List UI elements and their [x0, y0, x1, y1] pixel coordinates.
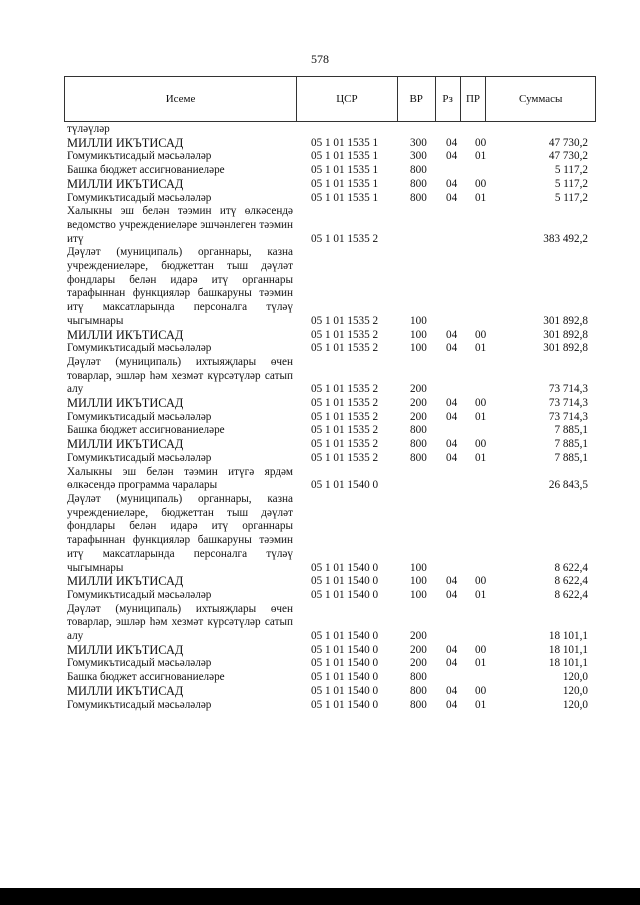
row-rz: 04: [446, 438, 458, 451]
row-sum: 120,0: [562, 698, 588, 711]
row-name: Башка бюджет ассигнованиеләре: [67, 424, 225, 437]
row-csr: 05 1 01 1535 2: [311, 328, 379, 341]
table-row: [0, 657, 640, 671]
table-row: [0, 342, 640, 356]
table-row: [0, 411, 640, 425]
row-name: Дәүләт (муниципаль) ихтыяҗлары өчен товарлар, эшләр һәм хезмәт күрсәтүләр сатып алу: [67, 355, 293, 396]
row-sum: 301 892,8: [543, 314, 588, 327]
row-vr: 100: [410, 314, 427, 327]
row-rz: 04: [446, 136, 458, 149]
row-name: Гомумикътисадый мәсьәләләр: [67, 698, 212, 711]
row-csr: 05 1 01 1540 0: [311, 657, 379, 670]
table-row: [0, 699, 640, 713]
row-name: МИЛЛИ ИКЪТИСАД: [67, 327, 184, 342]
row-csr: 05 1 01 1535 1: [311, 164, 379, 177]
table-row: [0, 644, 640, 658]
row-pr: 00: [475, 177, 487, 190]
row-csr: 05 1 01 1540 0: [311, 479, 379, 492]
row-sum: 26 843,5: [548, 479, 588, 492]
row-name: Гомумикътисадый мәсьәләләр: [67, 657, 212, 670]
row-sum: 8 622,4: [554, 561, 588, 574]
row-name: Дәүләт (муниципаль) ихтыяҗлары өчен товарлар, эшләр һәм хезмәт күрсәтүләр сатып алу: [67, 602, 293, 643]
row-sum: 18 101,1: [548, 657, 588, 670]
row-csr: 05 1 01 1535 2: [311, 451, 379, 464]
row-pr: 00: [475, 438, 487, 451]
row-sum: 73 714,3: [548, 410, 588, 423]
table-row: [0, 575, 640, 589]
row-vr: 200: [410, 410, 427, 423]
row-pr: 01: [475, 588, 487, 601]
row-sum: 5 117,2: [554, 164, 588, 177]
row-rz: 04: [446, 657, 458, 670]
table-row: [0, 329, 640, 343]
table-row: [0, 164, 640, 178]
row-vr: 100: [410, 588, 427, 601]
row-name: МИЛЛИ ИКЪТИСАД: [67, 135, 184, 150]
header-sum: Суммасы: [519, 93, 563, 105]
page-number: 578: [311, 52, 329, 66]
row-pr: 01: [475, 451, 487, 464]
row-pr: 01: [475, 150, 487, 163]
row-name: Халыкны эш белән тәэмин итүгә ярдәм өлкәсендә программа чаралары: [67, 465, 293, 492]
row-sum: 7 885,1: [554, 424, 588, 437]
row-vr: 200: [410, 657, 427, 670]
row-csr: 05 1 01 1540 0: [311, 588, 379, 601]
row-csr: 05 1 01 1535 2: [311, 410, 379, 423]
row-csr: 05 1 01 1535 2: [311, 383, 379, 396]
row-pr: 00: [475, 575, 487, 588]
row-name: МИЛЛИ ИКЪТИСАД: [67, 176, 184, 191]
row-rz: 04: [446, 643, 458, 656]
row-csr: 05 1 01 1540 0: [311, 643, 379, 656]
row-name: Дәүләт (муниципаль) органнары, казна учреждениеләре, бюджеттан тыш дәүләт фондлары белән идарә итү органнары тарафыннан функцияләр башкаруны тәэмин итү максатларында персоналга түләү чыгымнары: [67, 492, 293, 574]
row-sum: 5 117,2: [554, 177, 588, 190]
row-sum: 18 101,1: [548, 643, 588, 656]
row-csr: 05 1 01 1540 0: [311, 575, 379, 588]
row-vr: 800: [410, 191, 427, 204]
row-sum: 8 622,4: [554, 575, 588, 588]
table-row: [0, 356, 640, 397]
row-csr: 05 1 01 1535 2: [311, 397, 379, 410]
row-vr: 800: [410, 684, 427, 697]
row-csr: 05 1 01 1535 2: [311, 314, 379, 327]
row-name: Гомумикътисадый мәсьәләләр: [67, 451, 212, 464]
row-vr: 800: [410, 164, 427, 177]
row-pr: 01: [475, 191, 487, 204]
row-sum: 73 714,3: [548, 383, 588, 396]
row-name: МИЛЛИ ИКЪТИСАД: [67, 683, 184, 698]
row-vr: 200: [410, 397, 427, 410]
row-sum: 47 730,2: [548, 150, 588, 163]
row-rz: 04: [446, 575, 458, 588]
table-row: [0, 123, 640, 137]
table-row: [0, 205, 640, 246]
row-sum: 73 714,3: [548, 397, 588, 410]
table-row: [0, 493, 640, 575]
row-pr: 01: [475, 342, 487, 355]
row-pr: 00: [475, 397, 487, 410]
table-row: [0, 466, 640, 493]
row-vr: 100: [410, 575, 427, 588]
row-name: Башка бюджет ассигнованиеләре: [67, 164, 225, 177]
row-sum: 7 885,1: [554, 451, 588, 464]
row-rz: 04: [446, 397, 458, 410]
table-row: [0, 603, 640, 644]
table-row: [0, 137, 640, 151]
table-row: [0, 192, 640, 206]
row-sum: 8 622,4: [554, 588, 588, 601]
row-vr: 200: [410, 643, 427, 656]
row-vr: 800: [410, 424, 427, 437]
row-rz: 04: [446, 150, 458, 163]
table-row: [0, 150, 640, 164]
row-sum: 120,0: [562, 671, 588, 684]
row-csr: 05 1 01 1540 0: [311, 698, 379, 711]
row-name: Гомумикътисадый мәсьәләләр: [67, 588, 212, 601]
table-row: [0, 685, 640, 699]
row-sum: 120,0: [562, 684, 588, 697]
row-name: Гомумикътисадый мәсьәләләр: [67, 150, 212, 163]
row-name: МИЛЛИ ИКЪТИСАД: [67, 437, 184, 452]
row-rz: 04: [446, 342, 458, 355]
row-csr: 05 1 01 1535 2: [311, 438, 379, 451]
row-csr: 05 1 01 1535 1: [311, 150, 379, 163]
row-sum: 5 117,2: [554, 191, 588, 204]
row-vr: 100: [410, 561, 427, 574]
row-pr: 01: [475, 410, 487, 423]
row-sum: 47 730,2: [548, 136, 588, 149]
header-pr: ПР: [461, 77, 487, 121]
row-vr: 800: [410, 698, 427, 711]
row-csr: 05 1 01 1535 2: [311, 232, 379, 245]
header-rz: Рз: [436, 77, 461, 121]
row-rz: 04: [446, 177, 458, 190]
table-row: [0, 671, 640, 685]
row-pr: 00: [475, 136, 487, 149]
row-vr: 200: [410, 383, 427, 396]
row-sum: 18 101,1: [548, 630, 588, 643]
row-name: Халыкны эш белән тәэмин итү өлкәсендә ведомство учреждениеләре эшчәнлеген тәэмин итү: [67, 205, 293, 245]
row-rz: 04: [446, 328, 458, 341]
row-sum: 301 892,8: [543, 328, 588, 341]
header-name: Исеме: [65, 77, 297, 121]
row-pr: 00: [475, 643, 487, 656]
table-header: [64, 76, 596, 122]
table-row: [0, 246, 640, 328]
row-vr: 800: [410, 671, 427, 684]
row-name: Гомумикътисадый мәсьәләләр: [67, 410, 212, 423]
table-row: [0, 424, 640, 438]
row-vr: 100: [410, 328, 427, 341]
row-rz: 04: [446, 191, 458, 204]
row-csr: 05 1 01 1540 0: [311, 561, 379, 574]
row-vr: 800: [410, 177, 427, 190]
row-csr: 05 1 01 1540 0: [311, 684, 379, 697]
row-rz: 04: [446, 588, 458, 601]
row-pr: 00: [475, 684, 487, 697]
scan-edge: [0, 888, 640, 905]
row-pr: 00: [475, 328, 487, 341]
row-csr: 05 1 01 1535 2: [311, 342, 379, 355]
row-vr: 300: [410, 150, 427, 163]
row-vr: 800: [410, 451, 427, 464]
row-rz: 04: [446, 451, 458, 464]
row-name: түләүләр: [67, 123, 110, 135]
row-csr: 05 1 01 1535 1: [311, 177, 379, 190]
row-vr: 300: [410, 136, 427, 149]
row-csr: 05 1 01 1540 0: [311, 630, 379, 643]
row-rz: 04: [446, 698, 458, 711]
row-vr: 800: [410, 438, 427, 451]
table-row: [0, 178, 640, 192]
table-row: [0, 397, 640, 411]
header-csr: ЦСР: [297, 77, 398, 121]
row-pr: 01: [475, 657, 487, 670]
row-name: МИЛЛИ ИКЪТИСАД: [67, 396, 184, 411]
row-name: Дәүләт (муниципаль) органнары, казна учреждениеләре, бюджеттан тыш дәүләт фондлары белән идарә итү органнары тарафыннан функцияләр башкаруны тәэмин итү максатларында персоналга түләү чыгымнары: [67, 246, 293, 327]
row-csr: 05 1 01 1535 1: [311, 191, 379, 204]
table-row: [0, 589, 640, 603]
row-name: Гомумикътисадый мәсьәләләр: [67, 342, 212, 355]
row-pr: 01: [475, 698, 487, 711]
row-rz: 04: [446, 410, 458, 423]
row-sum: 383 492,2: [543, 232, 588, 245]
row-csr: 05 1 01 1535 2: [311, 424, 379, 437]
table-row: [0, 438, 640, 452]
table-body: [0, 123, 640, 712]
row-name: Башка бюджет ассигнованиеләре: [67, 671, 225, 684]
row-csr: 05 1 01 1540 0: [311, 671, 379, 684]
row-name: Гомумикътисадый мәсьәләләр: [67, 191, 212, 204]
row-sum: 7 885,1: [554, 438, 588, 451]
row-rz: 04: [446, 684, 458, 697]
row-csr: 05 1 01 1535 1: [311, 136, 379, 149]
table-row: [0, 452, 640, 466]
row-vr: 100: [410, 342, 427, 355]
row-sum: 301 892,8: [543, 342, 588, 355]
row-name: МИЛЛИ ИКЪТИСАД: [67, 574, 184, 589]
row-name: МИЛЛИ ИКЪТИСАД: [67, 642, 184, 657]
header-vr: ВР: [398, 77, 436, 121]
row-vr: 200: [410, 630, 427, 643]
